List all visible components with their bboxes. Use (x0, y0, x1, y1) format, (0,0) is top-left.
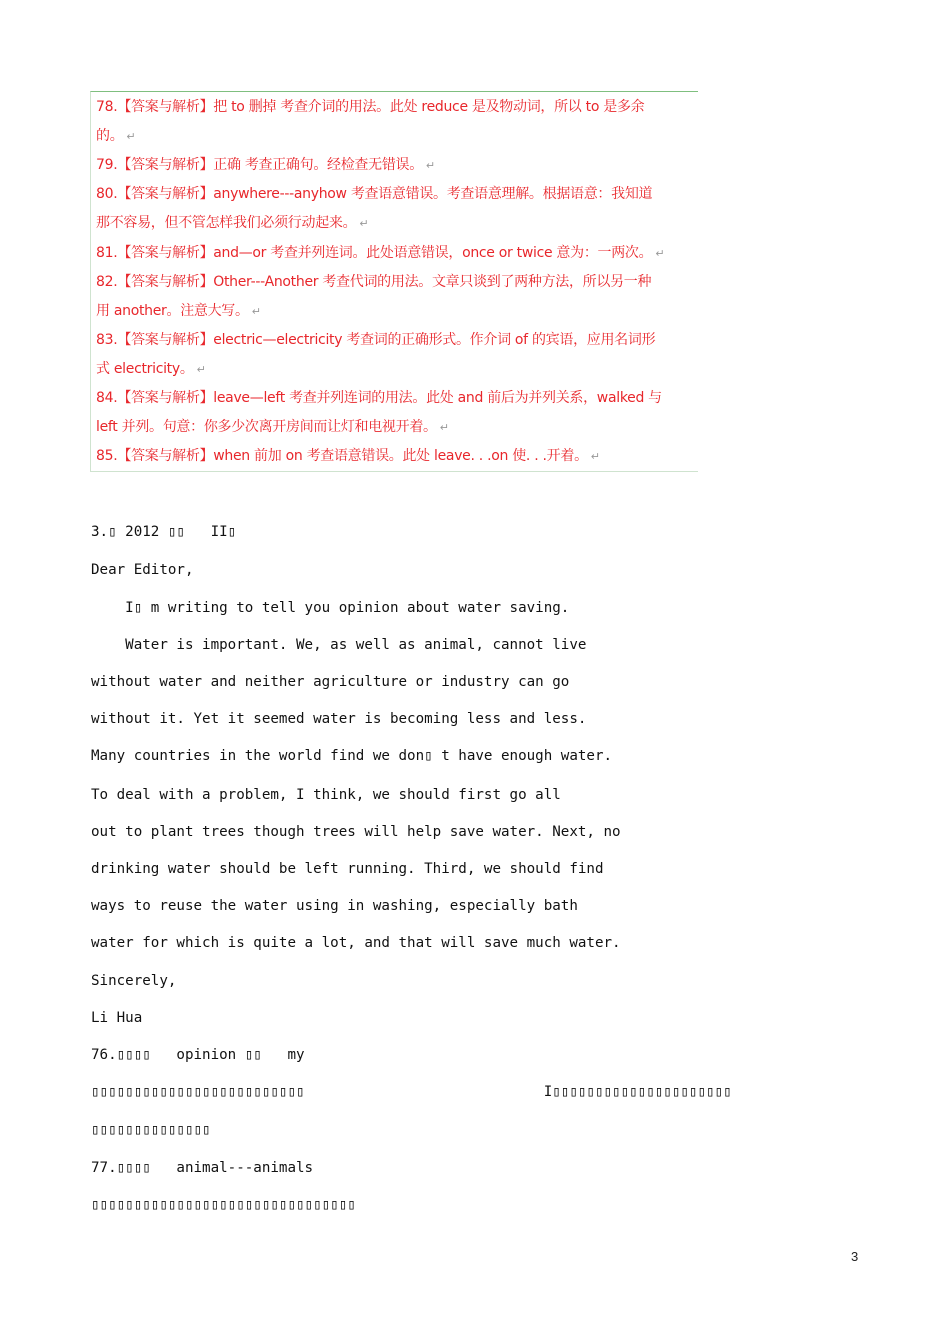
note-line: ▯▯▯▯▯▯▯▯▯▯▯▯▯▯ (91, 1122, 211, 1138)
note-line: ▯▯▯▯▯▯▯▯▯▯▯▯▯▯▯▯▯▯▯▯▯▯▯▯▯▯▯▯▯▯▯ (91, 1197, 356, 1213)
answer-line: 80.【答案与解析】anywhere---anyhow 考查语意错误。考查语意理解。根据语意：我知道 (96, 186, 653, 202)
letter-line: Many countries in the world find we don▯ t have enough water. (91, 748, 613, 764)
note-line: 77.▯▯▯▯ animal---animals (91, 1160, 314, 1176)
answer-analysis-box (90, 91, 698, 472)
letter-line: water for which is quite a lot, and that will save much water. (91, 935, 621, 951)
letter-signature: Li Hua (91, 1010, 143, 1026)
return-mark-icon: ↵ (590, 450, 600, 463)
letter-closing: Sincerely, (91, 973, 177, 989)
return-mark-icon: ↵ (251, 305, 261, 318)
answer-line: left 并列。句意：你多少次离开房间而让灯和电视开着。 ↵ (96, 419, 449, 435)
answer-line: 78.【答案与解析】把 to 删掉 考查介词的用法。此处 reduce 是及物动词，所以 to 是多余 (96, 99, 645, 115)
letter-line: ways to reuse the water using in washing, especially bath (91, 898, 578, 914)
answer-line: 那不容易，但不管怎样我们必须行动起来。 ↵ (96, 215, 369, 231)
return-mark-icon: ↵ (655, 247, 665, 260)
page-number: 3 (851, 1249, 859, 1264)
letter-line: out to plant trees though trees will help save water. Next, no (91, 824, 621, 840)
letter-line: without water and neither agriculture or industry can go (91, 674, 570, 690)
letter-line: Water is important. We, as well as animal, cannot live (91, 637, 587, 653)
answer-line: 83.【答案与解析】electric—electricity 考查词的正确形式。作介词 of 的宾语，应用名词形 (96, 332, 656, 348)
letter-line: drinking water should be left running. Third, we should find (91, 861, 604, 877)
section-heading: 3.▯ 2012 ▯▯ II▯ (91, 524, 237, 540)
return-mark-icon: ↵ (425, 159, 435, 172)
return-mark-icon: ↵ (439, 421, 449, 434)
answer-line: 式 electricity。 ↵ (96, 361, 206, 377)
answer-line: 的。 ↵ (96, 128, 136, 144)
answer-line: 用 another。注意大写。 ↵ (96, 303, 261, 319)
answer-line: 79.【答案与解析】正确 考查正确句。经检查无错误。 ↵ (96, 157, 435, 173)
answer-line: 81.【答案与解析】and—or 考查并列连词。此处语意错误，once or twice 意为：一两次。 ↵ (96, 245, 665, 261)
letter-line: without it. Yet it seemed water is becoming less and less. (91, 711, 587, 727)
answer-line: 85.【答案与解析】when 前加 on 考查语意错误。此处 leave. . .on 使. . .开着。 ↵ (96, 448, 600, 464)
note-line: ▯▯▯▯▯▯▯▯▯▯▯▯▯▯▯▯▯▯▯▯▯▯▯▯▯ I▯▯▯▯▯▯▯▯▯▯▯▯▯▯▯▯▯▯▯▯▯ (91, 1084, 732, 1100)
letter-line: I▯ m writing to tell you opinion about water saving. (91, 600, 570, 616)
answer-line: 84.【答案与解析】leave—left 考查并列连词的用法。此处 and 前后为并列关系，walked 与 (96, 390, 662, 406)
letter-line: To deal with a problem, I think, we should first go all (91, 787, 561, 803)
answer-line: 82.【答案与解析】Other---Another 考查代词的用法。文章只谈到了两种方法，所以另一种 (96, 274, 652, 290)
letter-greeting: Dear Editor, (91, 562, 194, 578)
note-line: 76.▯▯▯▯ opinion ▯▯ my (91, 1047, 305, 1063)
return-mark-icon: ↵ (196, 363, 206, 376)
return-mark-icon: ↵ (359, 217, 369, 230)
return-mark-icon: ↵ (126, 130, 136, 143)
